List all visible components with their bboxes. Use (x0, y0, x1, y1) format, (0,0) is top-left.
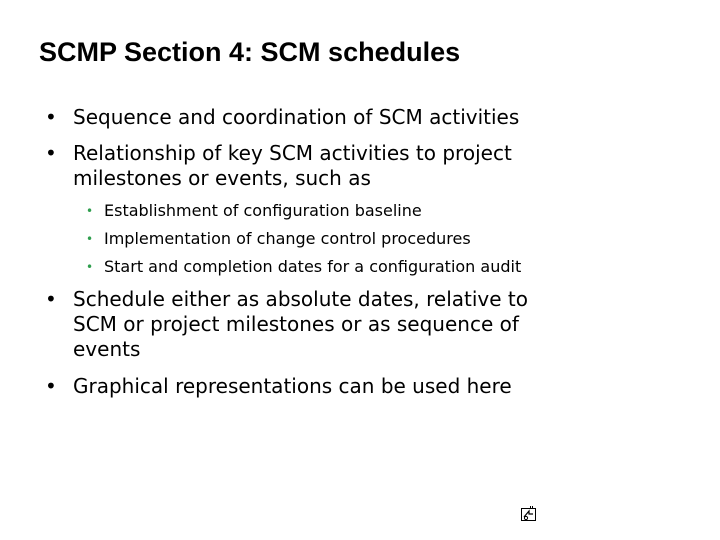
slide-navigation-icon[interactable] (520, 505, 538, 523)
sub-bullet-marker: • (86, 260, 94, 274)
sub-bullet-item (86, 225, 471, 253)
bullet-text: Graphical representations can be used here (73, 374, 512, 398)
bullet-text-line: Schedule either as absolute dates, relative to (73, 287, 529, 311)
bullet-text-line: SCM or project milestones or as sequence of (73, 312, 519, 336)
sub-bullet-text: Start and completion dates for a configuration audit (104, 257, 522, 276)
bullet-item (45, 105, 519, 130)
bullet-item (45, 141, 512, 191)
bullet-item (45, 287, 528, 362)
sub-bullet-marker: • (86, 204, 94, 218)
bullet-marker: • (45, 287, 57, 311)
bullet-marker: • (45, 105, 57, 129)
bullet-marker: • (45, 374, 57, 398)
sub-bullet-item (86, 253, 521, 281)
bullet-item (45, 374, 512, 399)
sub-bullet-marker: • (86, 232, 94, 246)
slide-title: SCMP Section 4: SCM schedules (39, 37, 461, 67)
bullet-text-line: milestones or events, such as (73, 166, 371, 190)
bullet-marker: • (45, 141, 57, 165)
bullet-text: Sequence and coordination of SCM activities (73, 105, 520, 129)
sub-bullet-text: Establishment of configuration baseline (104, 201, 422, 220)
bullet-text-line: Relationship of key SCM activities to project (73, 141, 512, 165)
sub-bullet-item (86, 197, 422, 225)
bullet-text-line: events (73, 337, 141, 361)
sub-bullet-text: Implementation of change control procedures (104, 229, 471, 248)
